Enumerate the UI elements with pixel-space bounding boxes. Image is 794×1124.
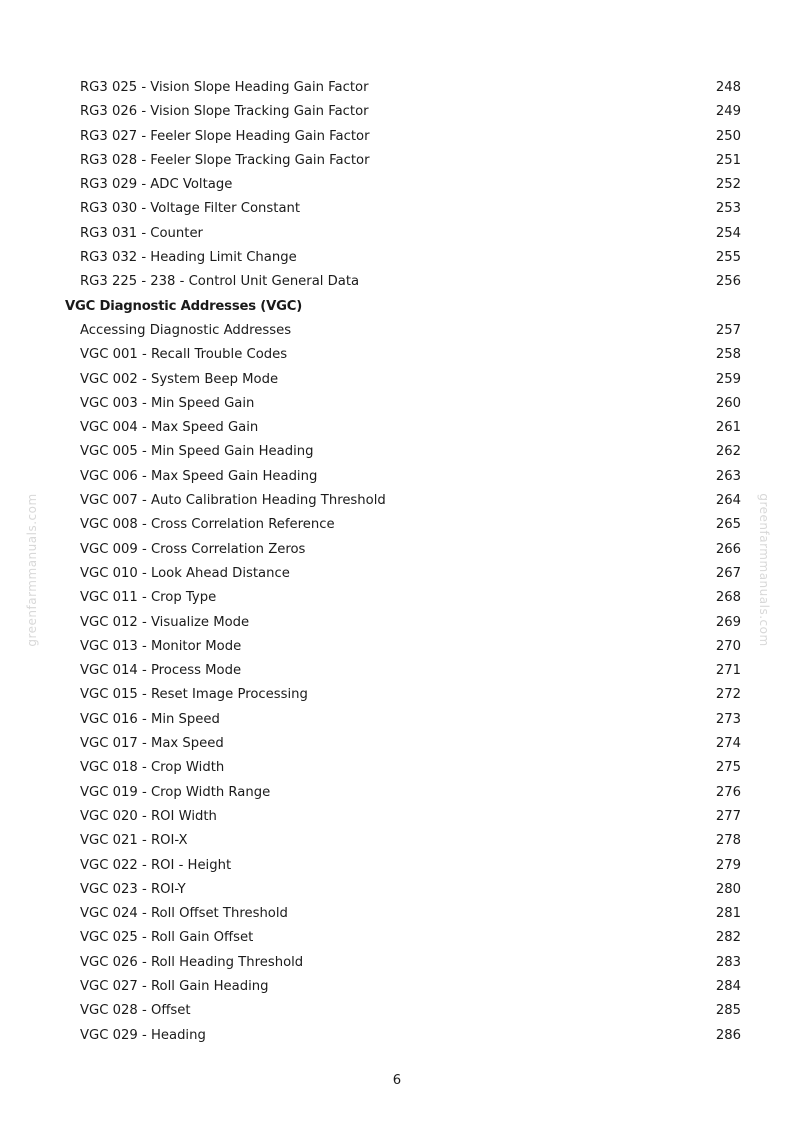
toc-entry[interactable] [0,125,794,149]
toc-entry-page: 273 [715,711,741,727]
toc-entry-page: 269 [715,614,741,630]
toc-entry-page: 284 [715,978,741,994]
toc-entry[interactable] [0,173,794,197]
toc-entry-page: 260 [715,395,741,411]
toc-entry-page: 285 [715,1003,741,1019]
toc-entry-page: 274 [715,736,741,752]
toc-entry[interactable] [0,902,794,926]
watermark-left: greenfarmmanuals.com [25,493,39,647]
toc-entry[interactable] [0,319,794,343]
toc-entry-page: 261 [715,420,741,436]
toc-entry-page: 266 [715,541,741,557]
toc-entry-title: RG3 032 - Heading Limit Change [80,250,297,266]
toc-entry-title: VGC 025 - Roll Gain Offset [80,930,254,946]
watermark-right: greenfarmmanuals.com [757,493,771,647]
toc-entry-page: 270 [715,638,741,654]
toc-entry-title: VGC 014 - Process Mode [80,663,242,679]
toc-entry-title: VGC 022 - ROI - Height [80,857,232,873]
toc-entry-page: 249 [715,104,741,120]
toc-entry[interactable] [0,100,794,124]
toc-entry-title: VGC 004 - Max Speed Gain [80,420,259,436]
toc-entry-page: 257 [715,322,741,338]
toc-entry-title: VGC 017 - Max Speed [80,736,224,752]
toc-entry-title: VGC 015 - Reset Image Processing [80,687,308,703]
toc-entry-title: RG3 031 - Counter [80,225,203,241]
toc-entry-page: 268 [715,590,741,606]
toc-entry-title: VGC 028 - Offset [80,1003,191,1019]
toc-entry-page: 263 [715,468,741,484]
toc-entry[interactable] [0,416,794,440]
toc-entry[interactable] [0,489,794,513]
toc-entry[interactable] [0,805,794,829]
toc-entry-page: 265 [715,517,741,533]
toc-entry-page: 258 [715,347,741,363]
toc-entry[interactable] [0,635,794,659]
toc-entry[interactable] [0,659,794,683]
toc-entry-title: VGC 027 - Roll Gain Heading [80,978,269,994]
toc-entry-title: VGC 011 - Crop Type [80,590,217,606]
toc-entry-page: 264 [715,493,741,509]
toc-entry-page: 282 [715,930,741,946]
toc-entry[interactable] [0,465,794,489]
toc-entry-page: 253 [715,201,741,217]
toc-entry-title: RG3 225 - 238 - Control Unit General Data [80,274,360,290]
toc-section-heading[interactable] [0,295,794,319]
toc-entry-page: 278 [715,833,741,849]
toc-entry-page: 248 [715,80,741,95]
toc-entry-page: 271 [715,663,741,679]
toc-entry[interactable] [0,1024,794,1048]
toc-entry[interactable] [0,586,794,610]
toc-entry-page: 277 [715,808,741,824]
toc-entry[interactable] [0,368,794,392]
toc-entry-page: 275 [715,760,741,776]
toc-entry-page: 276 [715,784,741,800]
toc-entry[interactable] [0,513,794,537]
toc-entry-title: RG3 027 - Feeler Slope Heading Gain Factor [80,128,370,144]
toc-entry-title: VGC 020 - ROI Width [80,808,217,824]
toc-entry[interactable] [0,562,794,586]
toc-entry[interactable] [0,854,794,878]
toc-entry-title: VGC 021 - ROI-X [80,833,188,849]
toc-entry[interactable] [0,756,794,780]
toc-entry-title: VGC 024 - Roll Offset Threshold [80,906,288,922]
toc-entry-title: RG3 030 - Voltage Filter Constant [80,201,301,217]
toc-entry-title: RG3 029 - ADC Voltage [80,177,233,193]
toc-entry-title: VGC 018 - Crop Width [80,760,225,776]
toc-entry-title: VGC 016 - Min Speed [80,711,220,727]
toc-entry-title: RG3 025 - Vision Slope Heading Gain Factor [80,80,369,95]
toc-entry[interactable] [0,538,794,562]
toc-entry-page: 280 [715,881,741,897]
toc-entry-title: VGC 008 - Cross Correlation Reference [80,517,335,533]
toc-entry-page: 272 [715,687,741,703]
toc-entry-page: 262 [715,444,741,460]
toc-entry-title: VGC 010 - Look Ahead Distance [80,565,290,581]
toc-entry-page: 267 [715,565,741,581]
toc-entry-title: VGC 026 - Roll Heading Threshold [80,954,304,970]
toc-entry-title: VGC 001 - Recall Trouble Codes [80,347,288,363]
toc-entry-title: VGC 029 - Heading [80,1027,206,1043]
toc-entry[interactable] [0,781,794,805]
page-number: 6 [392,1073,402,1088]
toc-entry[interactable] [0,829,794,853]
toc-entry-title: VGC 006 - Max Speed Gain Heading [80,468,318,484]
toc-entry-title: VGC 023 - ROI-Y [80,881,186,897]
toc-entry[interactable] [0,222,794,246]
toc-entry[interactable] [0,440,794,464]
toc-entry-page: 254 [715,225,741,241]
toc-entry-page: 259 [715,371,741,387]
toc-entry[interactable] [0,197,794,221]
toc-entry[interactable] [0,732,794,756]
toc-entry-page: 281 [715,906,741,922]
toc-entry-title: Accessing Diagnostic Addresses [80,322,292,338]
toc-entry-page: 283 [715,954,741,970]
table-of-contents [0,76,794,1048]
toc-entry-title: RG3 026 - Vision Slope Tracking Gain Factor [80,104,369,120]
toc-entry-title: VGC 019 - Crop Width Range [80,784,271,800]
toc-entry[interactable] [0,975,794,999]
toc-entry-title: VGC 009 - Cross Correlation Zeros [80,541,306,557]
toc-entry[interactable] [0,149,794,173]
toc-entry[interactable] [0,683,794,707]
toc-entry-title: VGC 007 - Auto Calibration Heading Threshold [80,493,386,509]
toc-entry-title: VGC 012 - Visualize Mode [80,614,250,630]
toc-entry-page: 256 [715,274,741,290]
toc-entry[interactable] [0,76,794,100]
toc-entry-page: 250 [715,128,741,144]
toc-entry-page: 252 [715,177,741,193]
toc-entry[interactable] [0,246,794,270]
toc-entry[interactable] [0,708,794,732]
toc-section-title: VGC Diagnostic Addresses (VGC) [65,298,303,314]
toc-entry-title: VGC 005 - Min Speed Gain Heading [80,444,314,460]
toc-entry-title: VGC 003 - Min Speed Gain [80,395,255,411]
toc-entry-title: VGC 002 - System Beep Mode [80,371,279,387]
toc-entry-page: 286 [715,1027,741,1043]
toc-entry-title: RG3 028 - Feeler Slope Tracking Gain Factor [80,152,370,168]
toc-entry-title: VGC 013 - Monitor Mode [80,638,242,654]
toc-entry-page: 255 [715,250,741,266]
toc-entry[interactable] [0,392,794,416]
toc-entry-page: 251 [715,152,741,168]
toc-entry-page: 279 [715,857,741,873]
toc-entry[interactable] [0,611,794,635]
toc-entry[interactable] [0,999,794,1023]
toc-entry[interactable] [0,878,794,902]
toc-entry[interactable] [0,270,794,294]
toc-entry[interactable] [0,951,794,975]
toc-entry[interactable] [0,926,794,950]
toc-entry[interactable] [0,343,794,367]
